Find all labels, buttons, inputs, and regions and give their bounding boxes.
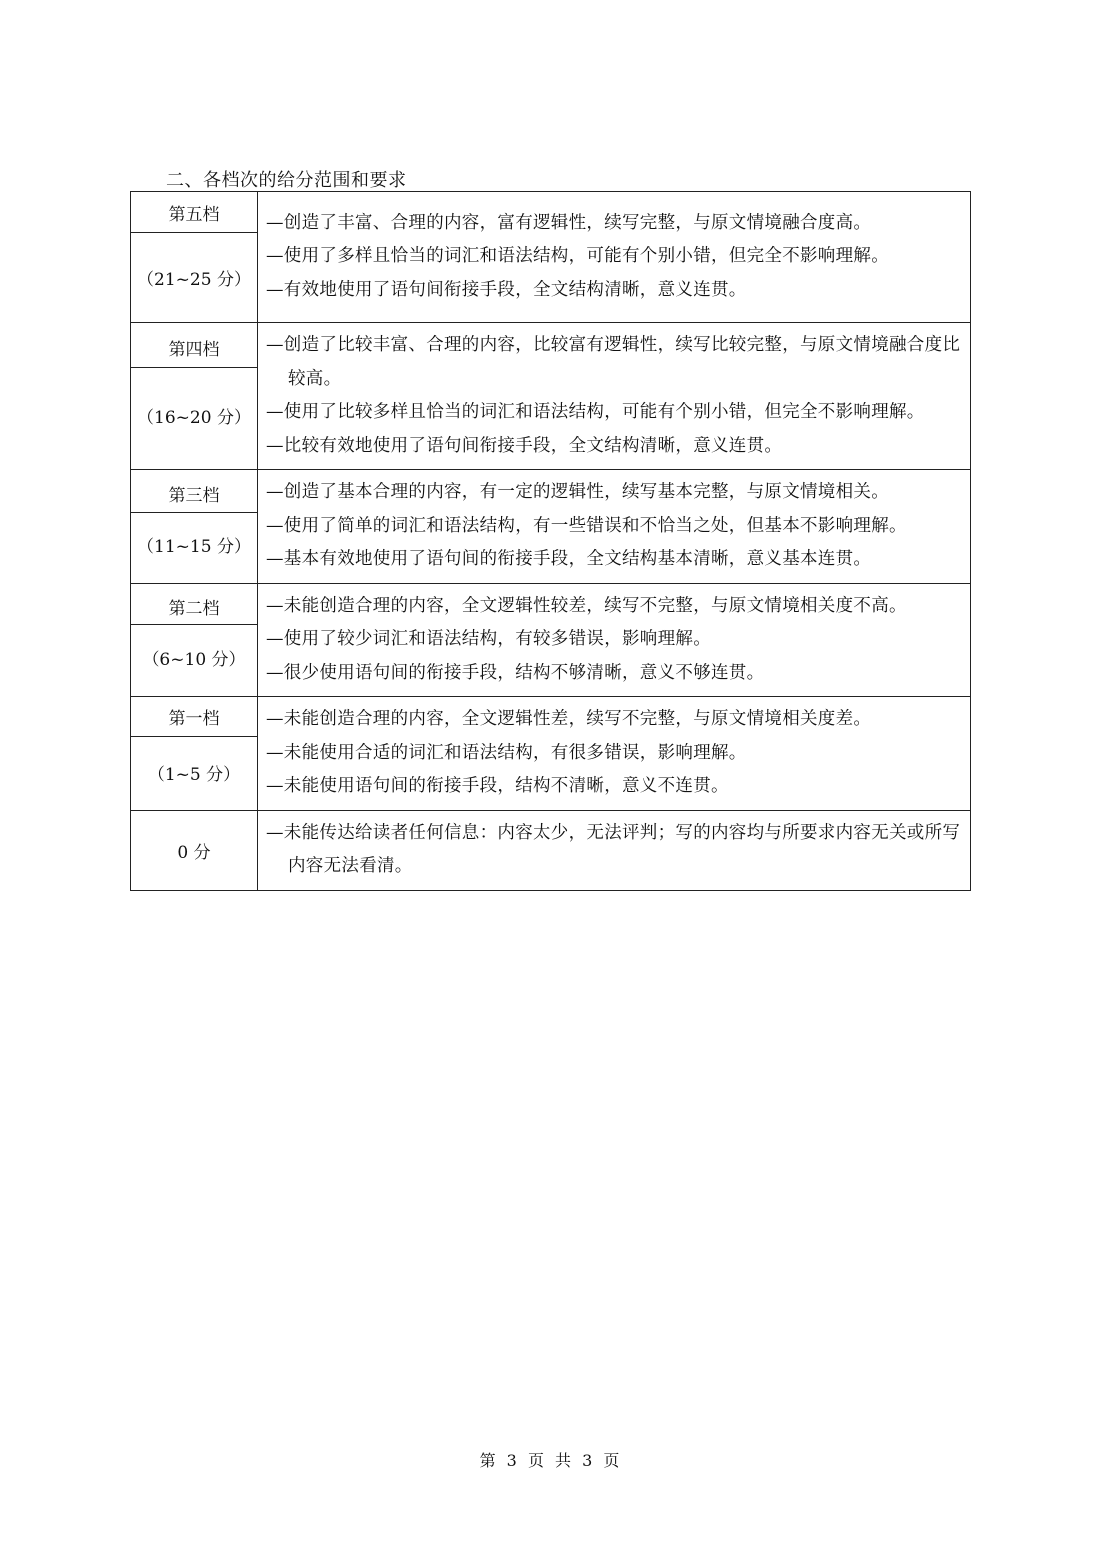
level-name: 第四档 [131, 329, 257, 368]
level-cell [131, 192, 258, 323]
criterion-line: —基本有效地使用了语句间的衔接手段，全文结构基本清晰，意义基本连贯。 [266, 549, 872, 569]
criterion-line: —比较有效地使用了语句间衔接手段，全文结构清晰，意义连贯。 [266, 435, 783, 456]
criterion-line: —未能创造合理的内容，全文逻辑性差，续写不完整，与原文情境相关度差。 [266, 709, 872, 729]
level-name: 第二档 [131, 589, 257, 625]
level-description [258, 470, 971, 584]
level-range: （16~20 分） [137, 408, 251, 428]
table-row [131, 470, 971, 584]
criterion-line: —很少使用语句间的衔接手段，结构不够清晰，意义不够连贯。 [266, 662, 765, 683]
criterion-line: —使用了较少词汇和语法结构，有较多错误，影响理解。 [266, 629, 711, 649]
level-cell [131, 697, 258, 811]
criterion-line: —创造了比较丰富、合理的内容，比较富有逻辑性，续写比较完整，与原文情境融合度比较高。 [266, 335, 961, 389]
level-cell [131, 323, 258, 470]
table-row [131, 583, 971, 697]
criterion-line: —创造了基本合理的内容，有一定的逻辑性，续写基本完整，与原文情境相关。 [266, 482, 889, 502]
criterion-line: —未能使用合适的词汇和语法结构，有很多错误，影响理解。 [266, 742, 747, 763]
criterion-line: —有效地使用了语句间衔接手段，全文结构清晰，意义连贯。 [266, 279, 747, 300]
table-row [131, 810, 971, 890]
section-title: 二、各档次的给分范围和要求 [166, 170, 407, 191]
level-range: （21~25 分） [137, 270, 251, 290]
level-description [258, 583, 971, 697]
grading-table [130, 191, 971, 891]
criterion-line: —未能传达给读者任何信息：内容太少，无法评判；写的内容均与所要求内容无关或所写内容无法看清。 [266, 822, 961, 876]
level-description [258, 697, 971, 811]
level-range: （6~10 分） [142, 650, 246, 671]
table-row [131, 697, 971, 811]
level-description [258, 810, 971, 890]
criterion-line: —创造了丰富、合理的内容，富有逻辑性，续写完整，与原文情境融合度高。 [266, 212, 872, 233]
level-range: （1~5 分） [147, 765, 241, 786]
criterion-line: —使用了多样且恰当的词汇和语法结构，可能有个别小错，但完全不影响理解。 [266, 246, 889, 267]
level-name: 第一档 [131, 698, 257, 737]
criterion-line: —使用了简单的词汇和语法结构，有一些错误和不恰当之处，但基本不影响理解。 [266, 515, 907, 536]
criterion-line: —未能使用语句间的衔接手段，结构不清晰，意义不连贯。 [266, 776, 729, 796]
level-cell [131, 470, 258, 584]
criterion-line: —未能创造合理的内容，全文逻辑性较差，续写不完整，与原文情境相关度不高。 [266, 595, 907, 616]
table-row [131, 323, 971, 470]
level-cell [131, 583, 258, 697]
level-description [258, 323, 971, 470]
level-description [258, 192, 971, 323]
criterion-line: —使用了比较多样且恰当的词汇和语法结构，可能有个别小错，但完全不影响理解。 [266, 402, 925, 422]
table-row [131, 192, 971, 323]
level-zero-cell: 0 分 [131, 810, 258, 890]
level-name: 第五档 [131, 192, 257, 233]
page-footer: 第 3 页 共 3 页 [479, 1451, 623, 1470]
level-name: 第三档 [131, 476, 257, 513]
level-range: （11~15 分） [137, 537, 251, 558]
